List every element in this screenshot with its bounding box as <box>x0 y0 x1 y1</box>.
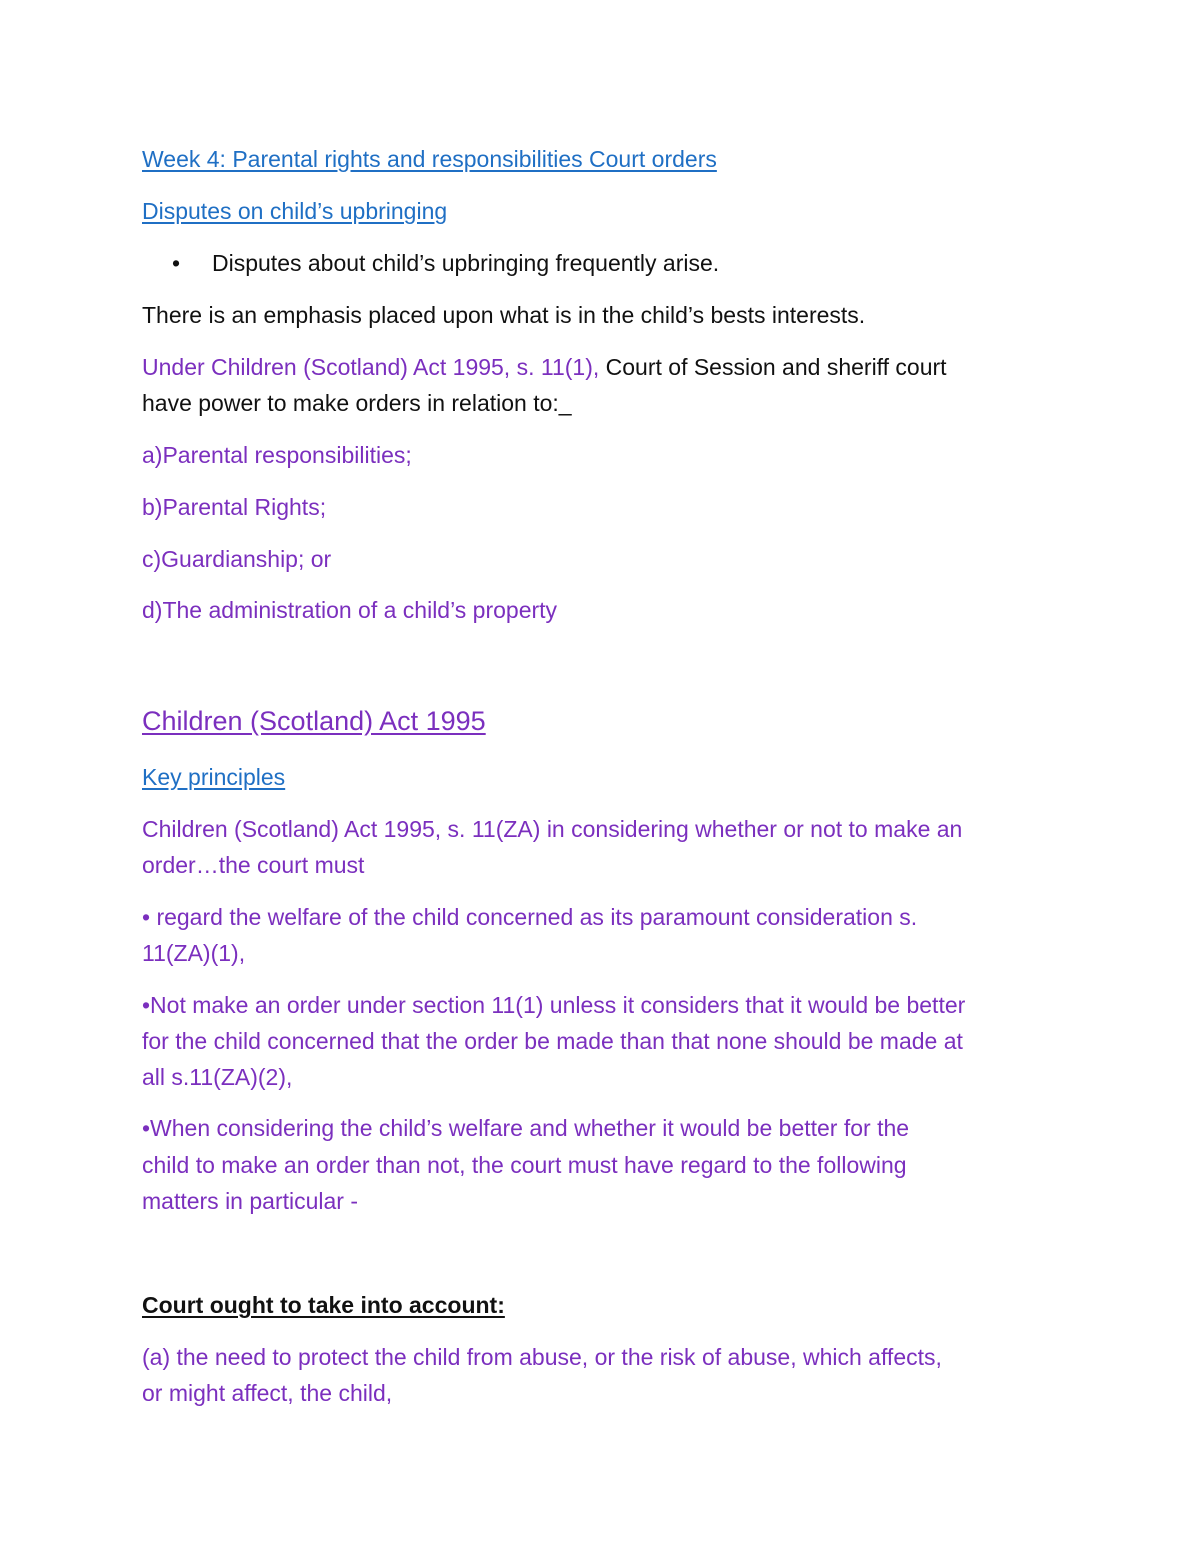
principle-2-line2: for the child concerned that the order be made than that none should be made at <box>142 1028 963 1054</box>
principle-1-line1: • regard the welfare of the child concerned as its paramount consideration s. <box>142 904 918 930</box>
key-principles-title: Key principles <box>142 764 286 790</box>
principle-3-line3: matters in particular - <box>142 1188 359 1214</box>
paragraph-power-line1 <box>142 349 947 385</box>
principle-2-line1: •Not make an order under section 11(1) unless it considers that it would be better <box>142 992 966 1018</box>
order-item-b: b)Parental Rights; <box>142 494 327 520</box>
paragraph-power-text: Court of Session and sheriff court <box>599 354 947 380</box>
subtitle-disputes: Disputes on child’s upbringing <box>142 198 448 224</box>
order-item-a: a)Parental responsibilities; <box>142 442 412 468</box>
principle-1-line2: 11(ZA)(1), <box>142 940 246 966</box>
principles-intro-line2: order…the court must <box>142 852 365 878</box>
order-item-d: d)The administration of a child’s property <box>142 597 558 623</box>
order-item-c: c)Guardianship; or <box>142 546 332 572</box>
page-title: Week 4: Parental rights and responsibilities Court orders <box>142 146 717 172</box>
statute-reference: Under Children (Scotland) Act 1995, s. 11(1), <box>142 354 600 380</box>
paragraph-emphasis: There is an emphasis placed upon what is in the child’s bests interests. <box>142 302 866 328</box>
account-item-a-line1: (a) the need to protect the child from abuse, or the risk of abuse, which affects, <box>142 1344 942 1370</box>
bullet-item <box>172 245 719 281</box>
principle-3-line1: •When considering the child’s welfare and whether it would be better for the <box>142 1115 910 1141</box>
bullet-icon: • <box>172 250 181 276</box>
account-title: Court ought to take into account: <box>142 1292 505 1318</box>
section-title: Children (Scotland) Act 1995 <box>142 706 486 736</box>
bullet-text: Disputes about child’s upbringing frequently arise. <box>212 250 720 276</box>
principles-intro-line1: Children (Scotland) Act 1995, s. 11(ZA) in considering whether or not to make an <box>142 816 963 842</box>
account-item-a-line2: or might affect, the child, <box>142 1380 393 1406</box>
principle-3-line2: child to make an order than not, the court must have regard to the following <box>142 1152 907 1178</box>
paragraph-power-line2: have power to make orders in relation to:_ <box>142 390 572 416</box>
principle-2-line3: all s.11(ZA)(2), <box>142 1064 293 1090</box>
